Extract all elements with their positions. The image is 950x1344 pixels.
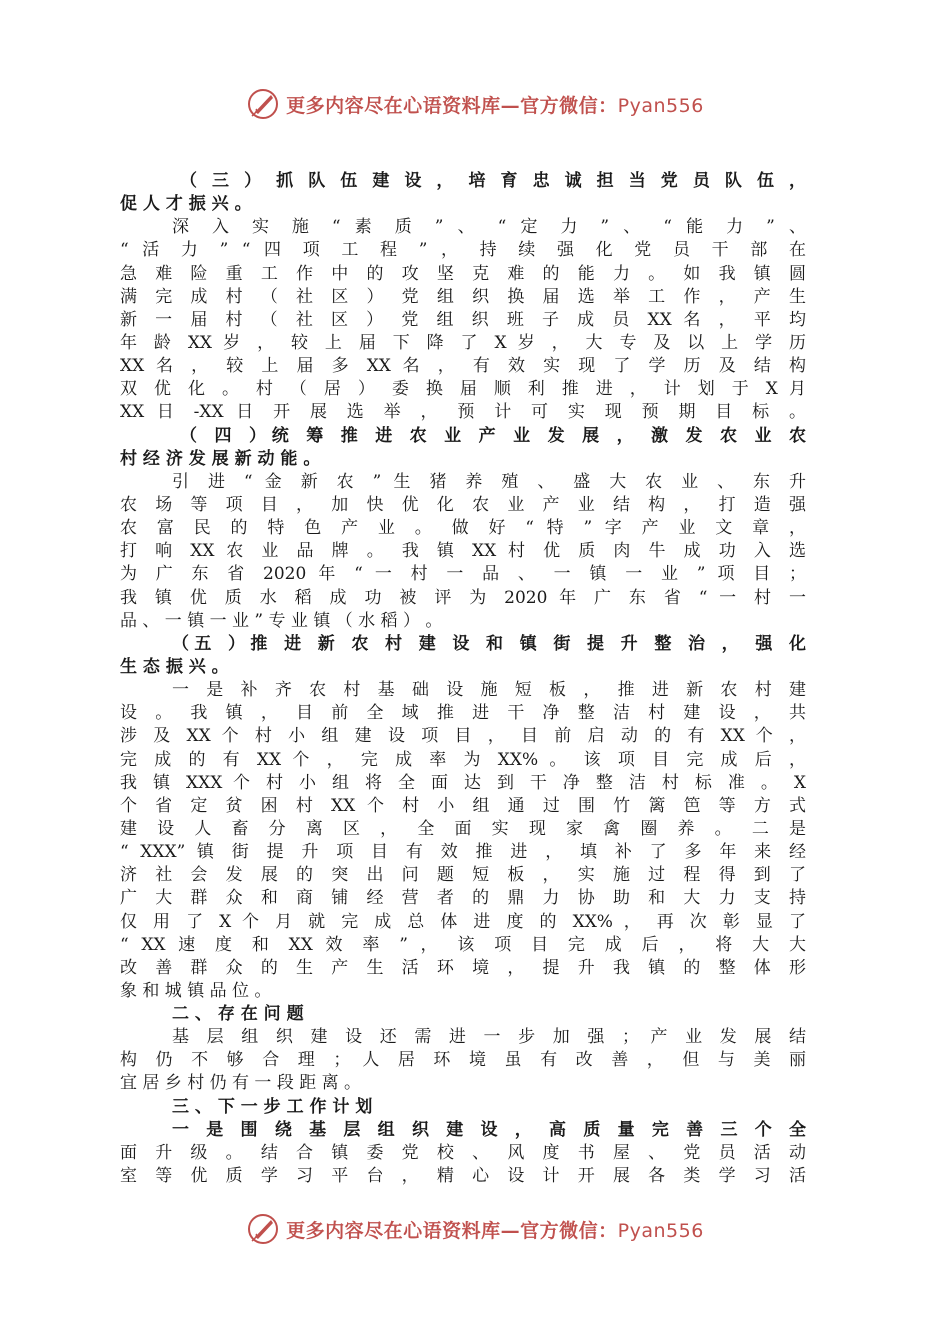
paragraph-line: 涉 及 XX 个 村 小 组 建 设 项 目 ， 目 前 启 动 的 有 XX 个 ， (120, 726, 806, 747)
paragraph-line: 改 善 群 众 的 生 产 生 活 环 境 ， 提 升 我 镇 的 整 体 形 (120, 957, 806, 978)
watermark-text: 更多内容尽在心语资料库—官方微信：Pyan556 (286, 94, 704, 117)
paragraph-line: 室 等 优 质 学 习 平 台 ， 精 心 设 计 开 展 各 类 学 习 活 (120, 1166, 806, 1187)
section-heading-cont: 促 人 才 振 兴 。 (120, 194, 252, 215)
quill-pen-circle-icon (246, 1212, 280, 1246)
paragraph-line: 广 大 群 众 和 商 铺 经 营 者 的 鼎 力 协 助 和 大 力 支 持 (120, 888, 806, 909)
paragraph-line: 深 入 实 施 “ 素 质 ” 、 “ 定 力 ” 、 “ 能 力 ” 、 (172, 217, 806, 238)
document-body (120, 170, 806, 1188)
wechat-id: Pyan556 (617, 94, 704, 117)
paragraph-line: 为 广 东 省 2020 年 “ 一 村 一 品 、 一 镇 一 业 ” 项 目 ； (120, 564, 806, 585)
paragraph-line: 引 进 “ 金 新 农 ” 生 猪 养 殖 、 盛 大 农 业 、 东 升 (172, 471, 806, 492)
paragraph-line: 农 场 等 项 目 ， 加 快 优 化 农 业 产 业 结 构 ， 打 造 强 (120, 494, 806, 515)
paragraph-line: XX 名 ， 较 上 届 多 XX 名 ， 有 效 实 现 了 学 历 及 结 构 (120, 356, 806, 377)
watermark-text: 更多内容尽在心语资料库—官方微信：Pyan556 (286, 1219, 704, 1242)
paragraph-line: 年 龄 XX 岁 ， 较 上 届 下 降 了 X 岁 ， 大 专 及 以 上 学 历 (120, 332, 806, 353)
quill-pen-circle-icon (246, 87, 280, 121)
paragraph-line: “ XX 速 度 和 XX 效 率 ” ， 该 项 目 完 成 后 ， 将 大 大 (120, 934, 806, 955)
paragraph-line: 基 层 组 织 建 设 还 需 进 一 步 加 强 ； 产 业 发 展 结 (172, 1027, 806, 1048)
paragraph-line: 象 和 城 镇 品 位 。 (120, 980, 272, 1001)
paragraph-line: 满 完 成 村 （ 社 区 ） 党 组 织 换 届 选 举 工 作 ， 产 生 (120, 286, 806, 307)
paragraph-line: 济 社 会 发 展 的 突 出 问 题 短 板 ， 实 施 过 程 得 到 了 (120, 865, 806, 886)
section-heading: （ 四 ）统 筹 推 进 农 业 产 业 发 展 ， 激 发 农 业 农 (180, 425, 806, 446)
section-heading: （五 ）推 进 新 农 村 建 设 和 镇 街 提 升 整 治 ， 强 化 (172, 633, 806, 654)
section-heading: 二 、 存 在 问 题 (172, 1004, 304, 1025)
section-heading: （ 三 ） 抓 队 伍 建 设 ， 培 育 忠 诚 担 当 党 员 队 伍 ， (180, 171, 806, 191)
section-heading-cont: 村 经 济 发 展 新 动 能 。 (120, 448, 321, 469)
paragraph-line: 仅 用 了 X 个 月 就 完 成 总 体 进 度 的 XX% ， 再 次 彰 显 了 (120, 911, 806, 932)
paragraph-line: 我 镇 XXX 个 村 小 组 将 全 面 达 到 干 净 整 洁 村 标 准 。 X (120, 772, 806, 793)
watermark-banner-bottom (0, 1209, 950, 1249)
paragraph-line: 品 、 一 镇 一 业 ” 专 业 镇 （ 水 稻 ） 。 (120, 610, 443, 631)
section-heading: 三 、 下 一 步 工 作 计 划 (172, 1096, 373, 1117)
watermark-banner-top (0, 84, 950, 124)
paragraph-line: 农 富 民 的 特 色 产 业 。 做 好 “ 特 ” 字 产 业 文 章 ， (120, 518, 806, 539)
paragraph-line: 个 省 定 贫 困 村 XX 个 村 小 组 通 过 围 竹 篱 笆 等 方 式 (120, 795, 806, 816)
section-heading-cont: 生 态 振 兴 。 (120, 656, 229, 677)
paragraph-line: 我 镇 优 质 水 稻 成 功 被 评 为 2020 年 广 东 省 “ 一 村 一 (120, 587, 806, 608)
wechat-id: Pyan556 (617, 1219, 704, 1242)
paragraph-line: “ 活 力 ” “ 四 项 工 程 ” ， 持 续 强 化 党 员 干 部 在 (120, 240, 806, 261)
paragraph-line: 一 是 补 齐 农 村 基 础 设 施 短 板 ， 推 进 新 农 村 建 (172, 680, 806, 701)
paragraph-line: 完 成 的 有 XX 个 ， 完 成 率 为 XX% 。 该 项 目 完 成 后 ， (120, 749, 806, 770)
paragraph-line: “ XXX” 镇 街 提 升 项 目 有 效 推 进 ， 填 补 了 多 年 来 经 (120, 842, 806, 863)
paragraph-line: XX 日 -XX 日 开 展 选 举 ， 预 计 可 实 现 预 期 目 标 。 (120, 402, 806, 423)
paragraph-line-bold: 一 是 围 绕 基 层 组 织 建 设 ， 高 质 量 完 善 三 个 全 (172, 1119, 806, 1140)
paragraph-line: 急 难 险 重 工 作 中 的 攻 坚 克 难 的 能 力 。 如 我 镇 圆 (120, 263, 806, 284)
paragraph-line: 建 设 人 畜 分 离 区 ， 全 面 实 现 家 禽 圈 养 。 二 是 (120, 818, 806, 839)
paragraph-line: 面 升 级 。 结 合 镇 委 党 校 、 风 度 书 屋 、 党 员 活 动 (120, 1142, 806, 1163)
paragraph-line: 宜 居 乡 村 仍 有 一 段 距 离 。 (120, 1073, 362, 1094)
paragraph-line: 打 响 XX 农 业 品 牌 。 我 镇 XX 村 优 质 肉 牛 成 功 入 选 (120, 541, 806, 562)
paragraph-line: 双 优 化 。 村 （ 居 ） 委 换 届 顺 利 推 进 ， 计 划 于 X 月 (120, 379, 806, 400)
paragraph-line: 新 一 届 村 （ 社 区 ） 党 组 织 班 子 成 员 XX 名 ， 平 均 (120, 309, 806, 330)
paragraph-line: 构 仍 不 够 合 理 ； 人 居 环 境 虽 有 改 善 ， 但 与 美 丽 (120, 1050, 806, 1071)
paragraph-line: 设 。 我 镇 ， 目 前 全 域 推 进 干 净 整 洁 村 建 设 ， 共 (120, 703, 806, 724)
